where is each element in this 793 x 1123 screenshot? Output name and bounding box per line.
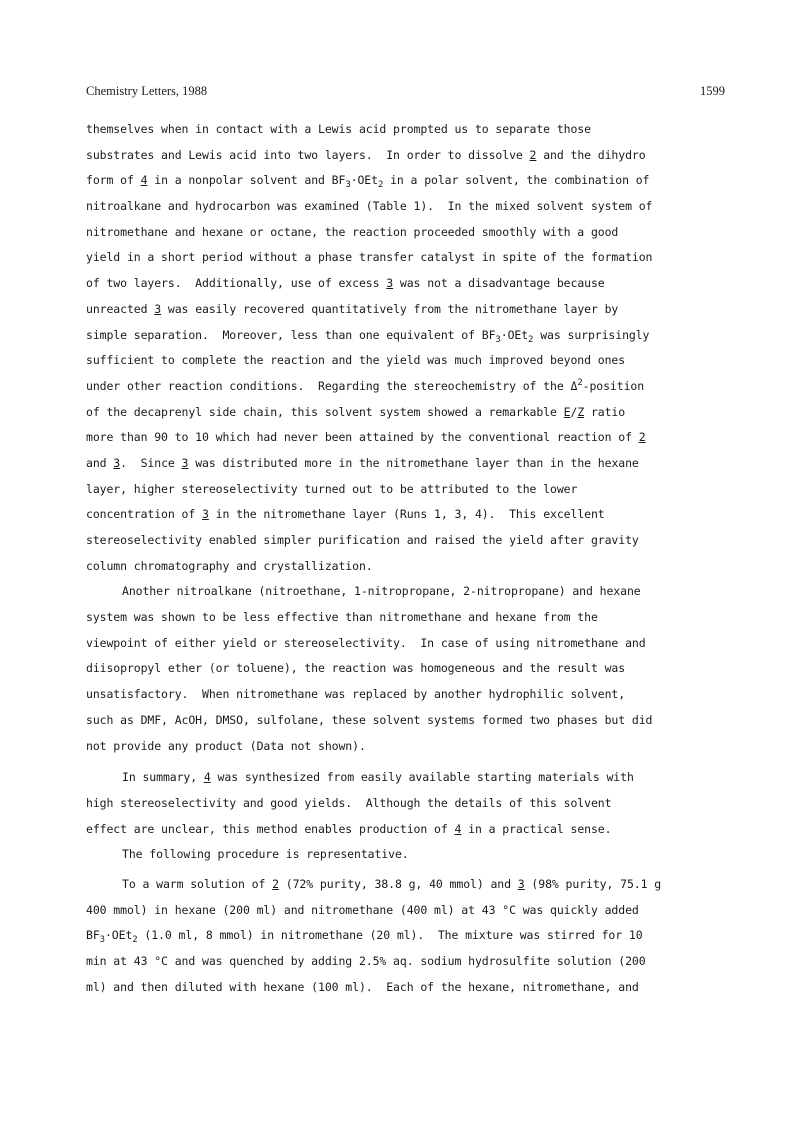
compound-ref: 3 bbox=[517, 876, 525, 891]
page-number: 1599 bbox=[700, 84, 725, 98]
compound-ref: 3 bbox=[113, 455, 121, 470]
text-line: form of 4 in a nonpolar solvent and $BF_3\cdot OEt_2$ in a polar solvent, the combination of bbox=[86, 173, 650, 191]
text-line: themselves when in contact with a Lewis acid prompted us to separate those bbox=[86, 122, 591, 136]
text-line: To a warm solution of 2 (72% purity, 38.8 g, 40 mmol) and 3 (98% purity, 75.1 g bbox=[122, 876, 662, 891]
text-line: nitromethane and hexane or octane, the reaction proceeded smoothly with a good bbox=[86, 224, 619, 239]
paragraph-3 bbox=[86, 765, 736, 842]
paragraph-2 bbox=[86, 579, 736, 759]
paragraph-1 bbox=[86, 117, 736, 579]
article-body bbox=[86, 117, 736, 1000]
text-line: of the decaprenyl side chain, this solvent system showed a remarkable E/Z ratio bbox=[86, 404, 626, 419]
text-line: diisopropyl ether (or toluene), the reaction was homogeneous and the result was bbox=[86, 661, 626, 676]
text-line: unreacted 3 was easily recovered quantitatively from the nitromethane layer by bbox=[86, 301, 619, 316]
compound-ref: 3 bbox=[154, 301, 162, 316]
text-line: simple separation. Moreover, less than one equivalent of $BF_3\cdot OEt_2$ was surprisingly bbox=[86, 327, 650, 345]
journal-title: Chemistry Letters, 1988 bbox=[86, 84, 208, 98]
text-line: Another nitroalkane (nitroethane, 1-nitropropane, 2-nitropropane) and hexane bbox=[122, 584, 641, 599]
text-line: and 3. Since 3 was distributed more in the nitromethane layer than in the hexane bbox=[86, 455, 639, 470]
text-line: 400 mmol) in hexane (200 ml) and nitromethane (400 ml) at 43 °C was quickly added bbox=[86, 902, 639, 917]
text-line: concentration of 3 in the nitromethane layer (Runs 1, 3, 4). This excellent bbox=[86, 507, 605, 522]
compound-ref: 3 bbox=[386, 276, 394, 291]
text-line: nitroalkane and hydrocarbon was examined (Table 1). In the mixed solvent system of bbox=[86, 199, 653, 214]
text-line: under other reaction conditions. Regarding the stereochemistry of the $\Delta^2$-position bbox=[86, 377, 645, 393]
compound-ref: 2 bbox=[529, 147, 537, 162]
compound-ref: 2 bbox=[638, 430, 646, 445]
text-line: such as DMF, AcOH, DMSO, sulfolane, these solvent systems formed two phases but did bbox=[86, 712, 653, 727]
text-line: stereoselectivity enabled simpler purification and raised the yield after gravity bbox=[86, 533, 639, 547]
text-line: viewpoint of either yield or stereoselectivity. In case of using nitromethane and bbox=[86, 635, 646, 650]
compound-ref: 4 bbox=[203, 770, 211, 785]
text-line: The following procedure is representative. bbox=[122, 847, 409, 862]
compound-ref: 2 bbox=[272, 876, 279, 891]
text-line: sufficient to complete the reaction and the yield was much improved beyond ones bbox=[86, 353, 626, 368]
text-line: effect are unclear, this method enables production of 4 in a practical sense. bbox=[86, 821, 612, 836]
text-line: column chromatography and crystallization. bbox=[86, 558, 373, 573]
text-line: system was shown to be less effective than nitromethane and hexane from the bbox=[86, 610, 598, 625]
text-line: min at 43 °C and was quenched by adding 2.5% aq. sodium hydrosulfite solution (200 bbox=[86, 954, 646, 968]
text-line: of two layers. Additionally, use of excess 3 was not a disadvantage because bbox=[86, 276, 605, 291]
text-line: layer, higher stereoselectivity turned out to be attributed to the lower bbox=[86, 481, 578, 496]
text-line: yield in a short period without a phase transfer catalyst in spite of the formation bbox=[86, 250, 653, 265]
text-line: $BF_3\cdot OEt_2$ (1.0 ml, 8 mmol) in nitromethane (20 ml). The mixture was stirred for 10 bbox=[86, 928, 643, 946]
page-header bbox=[86, 84, 725, 100]
paragraph-5 bbox=[86, 872, 736, 1000]
text-line: more than 90 to 10 which had never been attained by the conventional reaction of 2 bbox=[86, 430, 646, 445]
text-line: ml) and then diluted with hexane (100 ml). Each of the hexane, nitromethane, and bbox=[86, 979, 639, 994]
text-line: In summary, 4 was synthesized from easily available starting materials with bbox=[122, 770, 634, 785]
text-line: not provide any product (Data not shown). bbox=[86, 738, 366, 753]
compound-ref: 4 bbox=[140, 173, 148, 188]
compound-ref: 4 bbox=[454, 821, 462, 836]
compound-ref: 3 bbox=[202, 507, 209, 522]
paragraph-4 bbox=[86, 842, 736, 868]
text-line: high stereoselectivity and good yields. Although the details of this solvent bbox=[86, 795, 612, 810]
text-line: substrates and Lewis acid into two layers. In order to dissolve 2 and the dihydro bbox=[86, 147, 646, 162]
compound-ref: 3 bbox=[181, 455, 189, 470]
text-line: unsatisfactory. When nitromethane was replaced by another hydrophilic solvent, bbox=[86, 687, 626, 702]
